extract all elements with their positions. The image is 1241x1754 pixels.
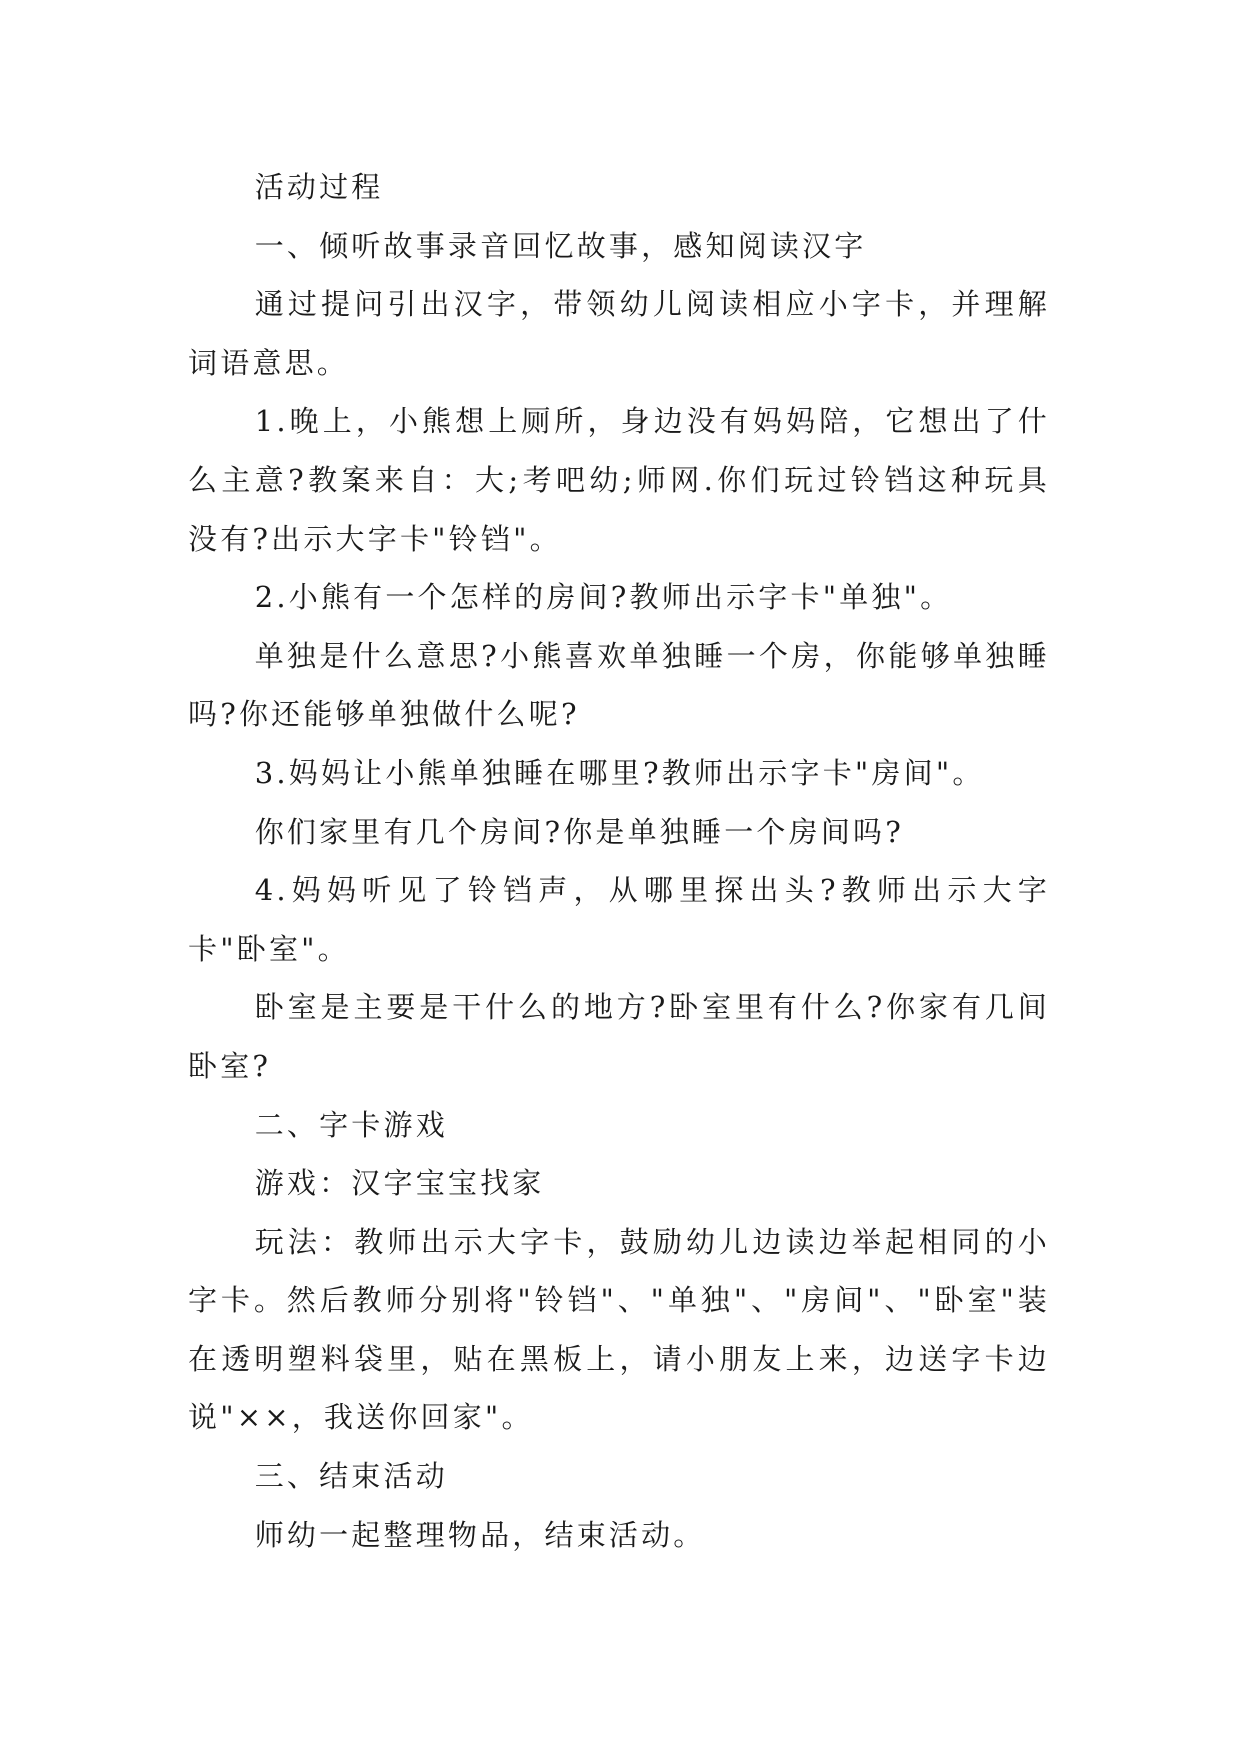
paragraph: 1.晚上，小熊想上厕所，身边没有妈妈陪，它想出了什么主意?教案来自：大;考吧幼;师网.你们玩过铃铛这种玩具没有?出示大字卡"铃铛"。 [188,404,1050,556]
paragraph: 单独是什么意思?小熊喜欢单独睡一个房，你能够单独睡吗?你还能够单独做什么呢? [188,638,1050,732]
paragraph: 玩法：教师出示大字卡，鼓励幼儿边读边举起相同的小字卡。然后教师分别将"铃铛"、"单独"、"房间"、"卧室"装在透明塑料袋里，贴在黑板上，请小朋友上来，边送字卡边说"××，我送你回家"。 [188,1224,1050,1435]
section-heading-1: 一、倾听故事录音回忆故事，感知阅读汉字 [254,228,867,263]
section-heading-3: 三、结束活动 [254,1459,448,1494]
paragraph: 卧室是主要是干什么的地方?卧室里有什么?你家有几间卧室? [188,990,1050,1083]
document-body [188,158,1050,1564]
paragraph: 通过提问引出汉字，带领幼儿阅读相应小字卡，并理解词语意思。 [188,287,1050,380]
paragraph: 你们家里有几个房间?你是单独睡一个房间吗? [254,814,904,849]
section-heading-activity-process: 活动过程 [254,170,384,204]
paragraph: 3.妈妈让小熊单独睡在哪里?教师出示字卡"房间"。 [254,755,985,790]
paragraph: 师幼一起整理物品，结束活动。 [254,1517,706,1552]
paragraph: 2.小熊有一个怎样的房间?教师出示字卡"单独"。 [254,580,953,615]
paragraph: 4.妈妈听见了铃铛声，从哪里探出头?教师出示大字卡"卧室"。 [188,873,1050,966]
section-heading-2: 二、字卡游戏 [254,1107,448,1142]
paragraph: 游戏：汉字宝宝找家 [254,1166,545,1201]
